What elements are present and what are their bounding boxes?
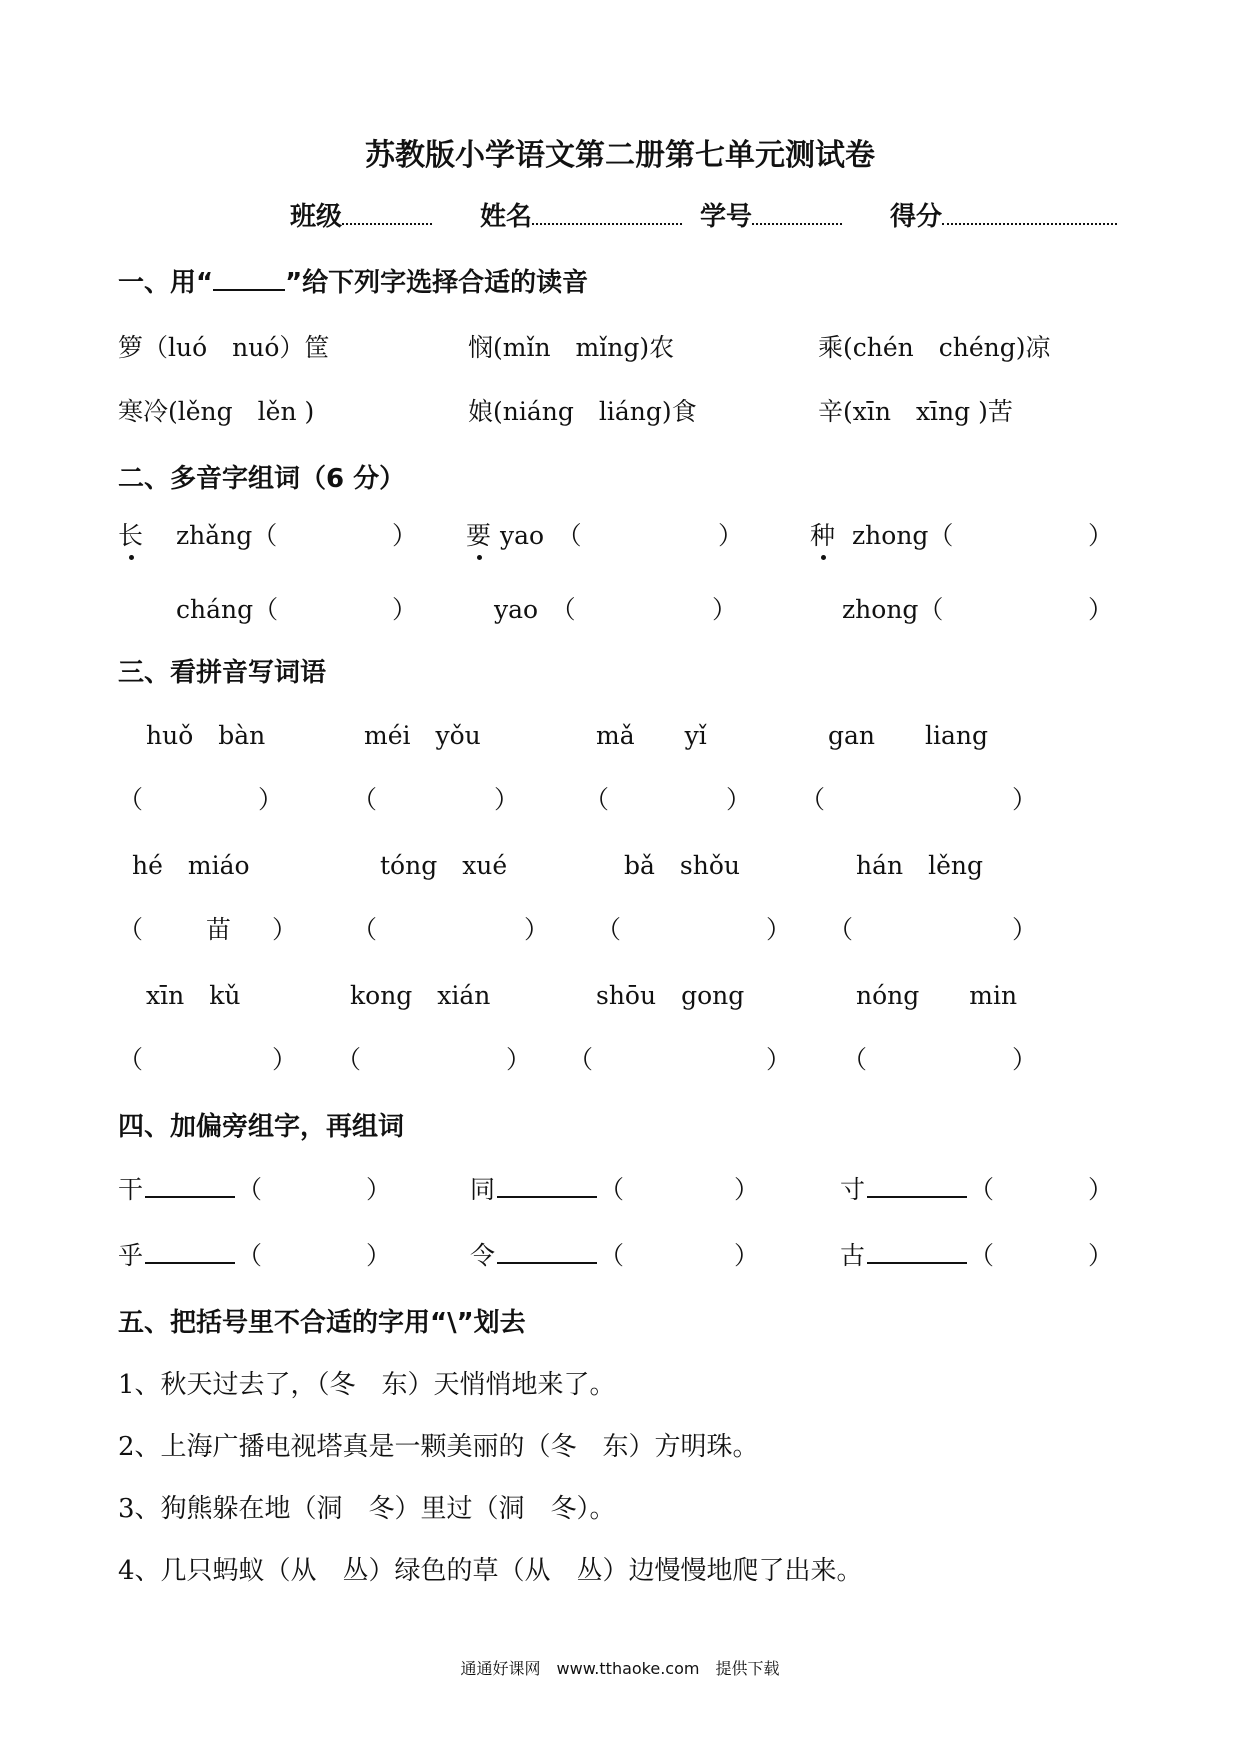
s2-r2-open-1: cháng（ (176, 595, 279, 624)
score-blank[interactable] (942, 201, 1117, 225)
s3-pinyin-1-4: gan liang (828, 721, 989, 750)
s4-close-5: ） (734, 1241, 760, 1270)
s2-r2-open-3: zhong（ (842, 595, 944, 624)
s3-paren-open-2-2: （ (352, 915, 378, 944)
s4-item-1: 干 （ (118, 1170, 262, 1206)
s3-pinyin-3-1: xīn kǔ (146, 981, 241, 1010)
s4-close-1: ） (366, 1175, 392, 1204)
section5-heading: 五、把括号里不合适的字用“\”划去 (118, 1308, 526, 1338)
class-label: 班级 (290, 202, 343, 232)
section2-heading: 二、多音字组词（6 分） (118, 464, 406, 494)
section1-heading: 一、用“ ”给下列字选择合适的读音 (118, 268, 589, 298)
s4-blank[interactable] (145, 1238, 235, 1264)
s4-close-3: ） (1088, 1175, 1114, 1204)
s3-paren-close-1-4: ） (1012, 785, 1038, 814)
id-field (700, 196, 842, 233)
s4-item-6: 古 （ (840, 1236, 994, 1272)
s5-sentence-3: 3、狗熊躲在地（洞 冬）里过（洞 冬）。 (118, 1494, 616, 1524)
s2-char-2: 要 (466, 521, 492, 550)
s4-item-4: 乎 （ (118, 1236, 262, 1272)
s3-paren-close-2-3: ） (766, 915, 792, 944)
name-blank[interactable] (532, 201, 682, 225)
s3-pinyin-1-3: mǎ yǐ (596, 721, 707, 750)
s4-item-2: 同 （ (470, 1170, 624, 1206)
s3-paren-close-1-1: ） (258, 785, 284, 814)
s5-sentence-4: 4、几只蚂蚁（从 丛）绿色的草（从 丛）边慢慢地爬了出来。 (118, 1556, 863, 1586)
s2-char-3: 种 (810, 521, 836, 550)
s4-close-6: ） (1088, 1241, 1114, 1270)
s1-item-2: 悯(mǐn mǐng)农 (468, 333, 675, 362)
s3-pinyin-2-3: bǎ shǒu (624, 851, 740, 880)
s1-item-3: 乘(chén chéng)凉 (818, 333, 1051, 362)
s4-close-4: ） (366, 1241, 392, 1270)
footer-credit: 通通好课网 www.tthaoke.com 提供下载 (460, 1659, 780, 1678)
s1-item-5: 娘(niáng liáng)食 (468, 397, 697, 426)
s3-paren-close-1-3: ） (726, 785, 752, 814)
s4-item-5: 令 （ (470, 1236, 624, 1272)
s3-pinyin-2-1: hé miáo (132, 851, 250, 880)
s4-blank[interactable] (867, 1172, 967, 1198)
s4-blank[interactable] (497, 1172, 597, 1198)
id-label: 学号 (700, 202, 753, 232)
class-field (290, 196, 432, 233)
s4-item-3: 寸 （ (840, 1170, 994, 1206)
s2-r1-open-1: zhǎng（ (176, 521, 278, 550)
s3-paren-open-1-4: （ (800, 785, 826, 814)
s2-char-1: 长 (118, 521, 144, 550)
s4-close-2: ） (734, 1175, 760, 1204)
s5-sentence-1: 1、秋天过去了，（冬 东）天悄悄地来了。 (118, 1370, 616, 1400)
s3-paren-open-2-1: （ (118, 915, 144, 944)
s3-pinyin-2-4: hán lěng (856, 851, 984, 880)
s3-pinyin-2-2: tóng xué (380, 851, 508, 880)
s4-blank[interactable] (145, 1172, 235, 1198)
s5-sentence-2: 2、上海广播电视塔真是一颗美丽的（冬 东）方明珠。 (118, 1432, 759, 1462)
s3-paren-close-3-1: ） (272, 1045, 298, 1074)
s1-item-4: 寒冷(lěng lěn ) (118, 397, 315, 426)
s3-paren-close-1-2: ） (494, 785, 520, 814)
s3-paren-open-2-3: （ (596, 915, 622, 944)
s1-item-6: 辛(xīn xīng )苦 (818, 397, 1013, 426)
s3-paren-open-3-1: （ (118, 1045, 144, 1074)
s3-pinyin-3-4: nóng min (856, 981, 1018, 1010)
s4-blank[interactable] (497, 1238, 597, 1264)
s2-r1-close-3: ） (1088, 521, 1114, 550)
s3-paren-close-2-2: ） (524, 915, 550, 944)
score-field (890, 196, 1117, 233)
class-blank[interactable] (342, 201, 432, 225)
s2-r1-open-2: yao （ (500, 521, 582, 550)
s3-given-char: 苗 (206, 915, 232, 944)
s3-paren-close-3-4: ） (1012, 1045, 1038, 1074)
s4-blank[interactable] (867, 1238, 967, 1264)
s3-paren-open-3-3: （ (568, 1045, 594, 1074)
underline-mark (213, 267, 285, 291)
s2-r2-close-1: ） (392, 595, 418, 624)
s2-r2-close-3: ） (1088, 595, 1114, 624)
s3-paren-close-2-4: ） (1012, 915, 1038, 944)
s3-paren-close-3-3: ） (766, 1045, 792, 1074)
s2-r1-close-1: ） (392, 521, 418, 550)
s1-item-1: 箩（luó nuó）筐 (118, 333, 330, 362)
s3-paren-open-1-3: （ (584, 785, 610, 814)
score-label: 得分 (890, 202, 943, 232)
s3-pinyin-1-2: méi yǒu (364, 721, 481, 750)
s3-paren-open-3-4: （ (842, 1045, 868, 1074)
s3-pinyin-3-3: shōu gong (596, 981, 745, 1010)
s3-paren-close-2-1: ） (272, 915, 298, 944)
page-title: 苏教版小学语文第二册第七单元测试卷 (365, 138, 875, 173)
s3-paren-open-3-2: （ (336, 1045, 362, 1074)
s3-pinyin-1-1: huǒ bàn (146, 721, 266, 750)
section3-heading: 三、看拼音写词语 (118, 658, 327, 688)
s3-pinyin-3-2: kong xián (350, 981, 491, 1010)
name-field (480, 196, 682, 233)
s3-paren-open-1-1: （ (118, 785, 144, 814)
s3-paren-open-2-4: （ (828, 915, 854, 944)
s2-r2-open-2: yao （ (494, 595, 576, 624)
s3-paren-open-1-2: （ (352, 785, 378, 814)
s2-r1-open-3: zhong（ (852, 521, 954, 550)
name-label: 姓名 (480, 202, 533, 232)
s3-paren-close-3-2: ） (506, 1045, 532, 1074)
s2-r2-close-2: ） (712, 595, 738, 624)
s2-r1-close-2: ） (718, 521, 744, 550)
id-blank[interactable] (752, 201, 842, 225)
section4-heading: 四、加偏旁组字，再组词 (118, 1112, 405, 1142)
